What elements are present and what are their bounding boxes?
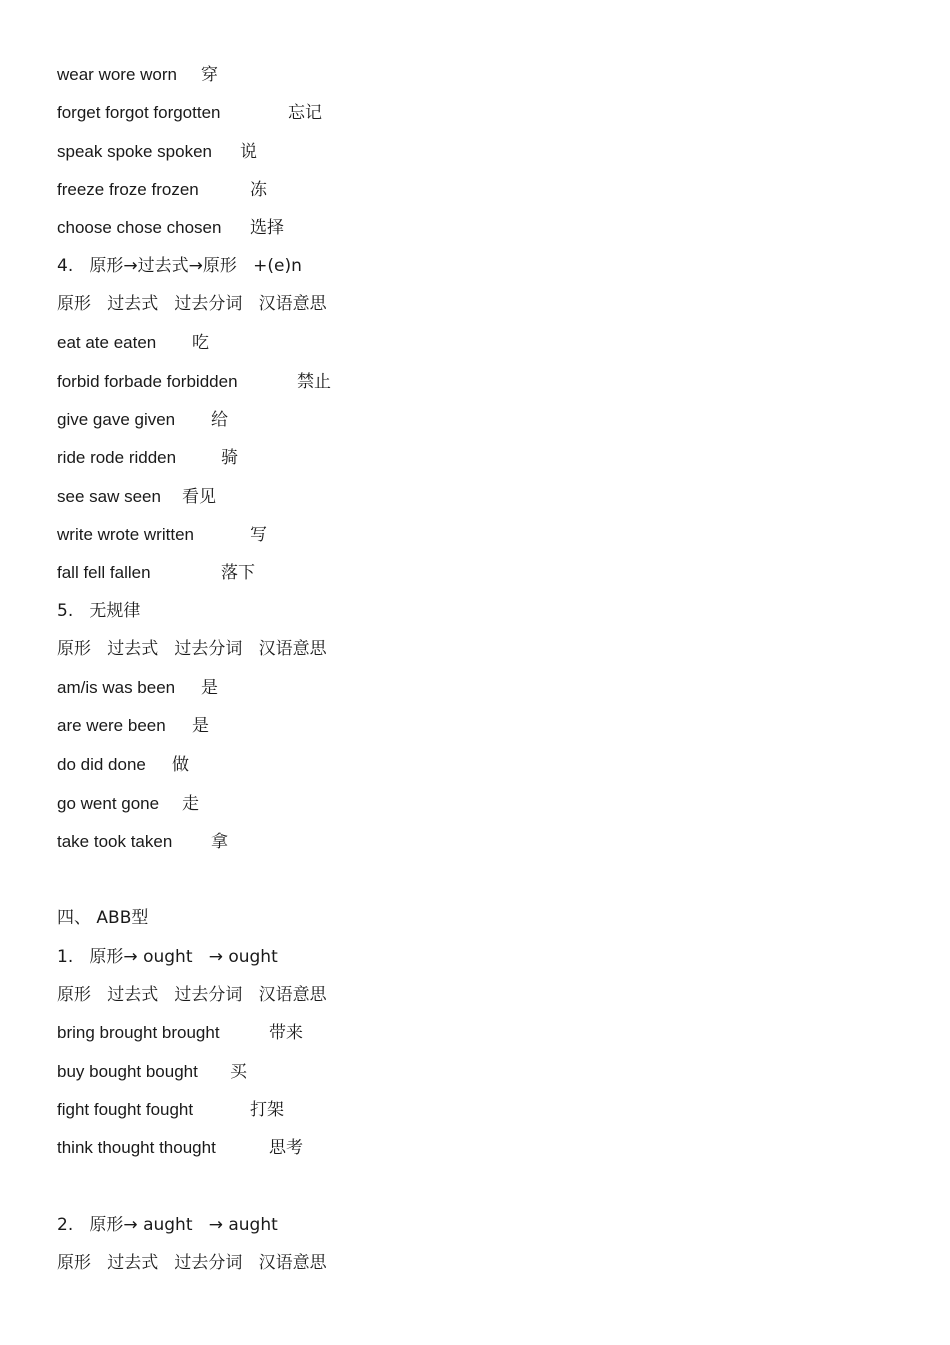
verb-row bbox=[57, 446, 238, 470]
verb-meaning: 思考 bbox=[269, 1138, 303, 1158]
verb-forms: think thought thought bbox=[57, 1138, 216, 1157]
verb-meaning: 是 bbox=[192, 716, 209, 736]
verb-forms: speak spoke spoken bbox=[57, 142, 212, 161]
verb-meaning: 给 bbox=[211, 410, 228, 430]
verb-row bbox=[57, 561, 255, 585]
verb-row bbox=[57, 1098, 284, 1122]
column-headers: 原形 过去式 过去分词 汉语意思 bbox=[57, 985, 327, 1005]
verb-meaning: 买 bbox=[230, 1062, 247, 1082]
verb-forms: see saw seen bbox=[57, 487, 161, 506]
subsection-heading: 5. 无规律 bbox=[57, 601, 141, 621]
verb-row bbox=[57, 792, 199, 816]
column-headers: 原形 过去式 过去分词 汉语意思 bbox=[57, 294, 327, 314]
verb-forms: choose chose chosen bbox=[57, 218, 222, 237]
verb-meaning: 是 bbox=[201, 678, 218, 698]
verb-meaning: 看见 bbox=[182, 487, 216, 507]
verb-row bbox=[57, 1060, 247, 1084]
verb-forms: give gave given bbox=[57, 410, 176, 429]
verb-meaning: 冻 bbox=[250, 180, 267, 200]
verb-meaning: 选择 bbox=[250, 218, 284, 238]
verb-forms: write wrote written bbox=[57, 525, 194, 544]
verb-row bbox=[57, 753, 189, 777]
verb-forms: fall fell fallen bbox=[57, 563, 151, 582]
subsection-heading: 1. 原形→ ought → ought bbox=[57, 947, 278, 967]
verb-forms: eat ate eaten bbox=[57, 333, 157, 352]
verb-forms: wear wore worn bbox=[57, 65, 177, 84]
verb-row bbox=[57, 101, 322, 125]
verb-row bbox=[57, 485, 216, 509]
verb-meaning: 吃 bbox=[192, 333, 209, 353]
verb-forms: ride rode ridden bbox=[57, 448, 177, 467]
verb-row bbox=[57, 830, 228, 854]
verb-row bbox=[57, 1136, 303, 1160]
verb-forms: forget forgot forgotten bbox=[57, 103, 221, 122]
verb-row bbox=[57, 1021, 303, 1045]
verb-meaning: 穿 bbox=[201, 65, 218, 85]
verb-row bbox=[57, 140, 257, 164]
verb-forms: am/is was been bbox=[57, 678, 176, 697]
verb-meaning: 写 bbox=[250, 525, 267, 545]
verb-meaning: 禁止 bbox=[297, 372, 331, 392]
verb-meaning: 说 bbox=[240, 142, 257, 162]
verb-meaning: 走 bbox=[182, 794, 199, 814]
verb-forms: take took taken bbox=[57, 832, 173, 851]
column-headers: 原形 过去式 过去分词 汉语意思 bbox=[57, 639, 327, 659]
subsection-heading: 2. 原形→ aught → aught bbox=[57, 1215, 278, 1235]
verb-meaning: 打架 bbox=[250, 1100, 284, 1120]
verb-row bbox=[57, 408, 228, 432]
verb-row bbox=[57, 178, 267, 202]
verb-row bbox=[57, 216, 284, 240]
verb-forms: do did done bbox=[57, 755, 146, 774]
verb-row bbox=[57, 714, 209, 738]
verb-meaning: 骑 bbox=[221, 448, 238, 468]
verb-meaning: 忘记 bbox=[288, 103, 322, 123]
verb-meaning: 带来 bbox=[269, 1023, 303, 1043]
section-heading: 四、 ABB型 bbox=[57, 908, 149, 928]
verb-row bbox=[57, 676, 218, 700]
verb-forms: go went gone bbox=[57, 794, 160, 813]
verb-meaning: 落下 bbox=[221, 563, 255, 583]
column-headers: 原形 过去式 过去分词 汉语意思 bbox=[57, 1253, 327, 1273]
verb-forms: bring brought brought bbox=[57, 1023, 220, 1042]
verb-forms: forbid forbade forbidden bbox=[57, 372, 238, 391]
verb-row bbox=[57, 523, 267, 547]
verb-row bbox=[57, 63, 218, 87]
verb-forms: freeze froze frozen bbox=[57, 180, 199, 199]
verb-meaning: 做 bbox=[172, 755, 189, 775]
verb-forms: fight fought fought bbox=[57, 1100, 194, 1119]
verb-meaning: 拿 bbox=[211, 832, 228, 852]
verb-forms: are were been bbox=[57, 716, 166, 735]
verb-row bbox=[57, 370, 331, 394]
subsection-heading: 4. 原形→过去式→原形 +(e)n bbox=[57, 256, 302, 276]
verb-forms: buy bought bought bbox=[57, 1062, 198, 1081]
verb-row bbox=[57, 331, 209, 355]
